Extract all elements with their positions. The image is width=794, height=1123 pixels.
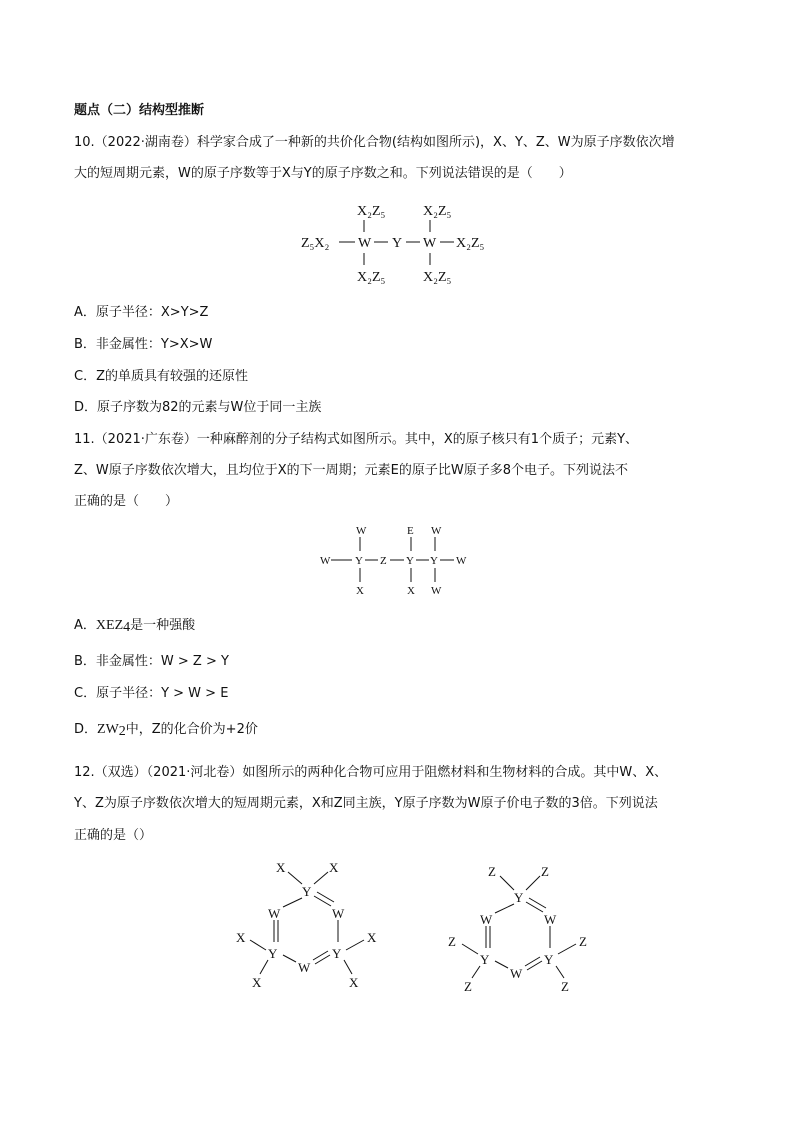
q11-option-a: A．$XEZ_4$是一种强酸	[74, 618, 196, 635]
q10-option-a: A．原子半径：X>Y>Z	[74, 305, 209, 320]
q12-ring1-substituent: X	[349, 975, 359, 990]
q12-ring1-substituent: X	[367, 930, 377, 945]
q11-atom: Z	[380, 555, 387, 567]
q12-ring1-atom-w: W	[332, 906, 345, 921]
q11-option-b: B．非金属性：W > Z > Y	[74, 654, 229, 669]
q11-atom: W	[431, 525, 442, 537]
q11-atom: W	[356, 525, 367, 537]
q12-ring2-atom-y: Y	[480, 952, 490, 967]
q10-stem-line2: 大的短周期元素，W的原子序数等于X与Y的原子序数之和。下列说法错误的是（ ）	[74, 166, 572, 181]
q12-ring1-substituent: X	[236, 930, 246, 945]
q11-atom: W	[320, 555, 331, 567]
q12-ring2-substituent: Z	[488, 864, 496, 879]
q10-group-bottom-right: X₂Z₅	[423, 270, 452, 285]
q10-option-b: B．非金属性：Y>X>W	[74, 337, 213, 352]
q11-atom: W	[456, 555, 467, 567]
q12-ring2-atom-w: W	[510, 966, 523, 981]
q12-ring1-atom-w: W	[298, 960, 311, 975]
q11-atom: Y	[406, 555, 414, 567]
q10-group-top-left: X₂Z₅	[357, 204, 386, 219]
q10-group-left: Z₅X₂	[301, 236, 330, 251]
q12-stem-line3: 正确的是（）	[74, 828, 153, 843]
q10-group-top-right: X₂Z₅	[423, 204, 452, 219]
q12-ring1-atom-y: Y	[268, 946, 278, 961]
q12-ring1-substituent: X	[329, 860, 339, 875]
q10-option-d: D．原子序数为82的元素与W位于同一主族	[74, 400, 322, 415]
q10-group-bottom-left: X₂Z₅	[357, 270, 386, 285]
q10-atom-y: Y	[392, 236, 403, 251]
q12-ring2-atom-y: Y	[544, 952, 554, 967]
q12-ring1-substituent: X	[252, 975, 262, 990]
q11-structure-diagram	[318, 522, 478, 598]
q11-option-d: D．$ZW_2$中，Z的化合价为+2价	[74, 722, 258, 739]
q12-stem-line1: 12.（双选）（2021·河北卷）如图所示的两种化合物可应用于阻燃材料和生物材料的合成。其中W、X、	[74, 765, 668, 780]
q10-stem-line1: 10.（2022·湖南卷）科学家合成了一种新的共价化合物(结构如图所示)，X、Y、Z、W为原子序数依次增	[74, 135, 675, 150]
q12-ring1-atom-y: Y	[332, 946, 342, 961]
q11-atom: Y	[355, 555, 363, 567]
q12-ring-diagram-2	[440, 858, 600, 998]
q12-ring2-atom-w: W	[544, 912, 557, 927]
q11-atom: Y	[430, 555, 438, 567]
q11-stem-line3: 正确的是（ ）	[74, 494, 179, 509]
q12-ring-diagram-1	[228, 852, 388, 992]
q11-option-c: C．原子半径：Y > W > E	[74, 686, 229, 701]
q12-stem-line2: Y、Z为原子序数依次增大的短周期元素，X和Z同主族，Y原子序数为W原子价电子数的3倍。下列说法	[74, 796, 658, 811]
q12-ring2-substituent: Z	[561, 979, 569, 994]
q10-structure-diagram	[295, 198, 505, 290]
q10-atom-w2: W	[423, 236, 437, 251]
q11-stem-line2: Z、W原子序数依次增大，且均位于X的下一周期；元素E的原子比W原子多8个电子。下列说法不	[74, 463, 629, 478]
q12-ring2-substituent: Z	[464, 979, 472, 994]
q12-ring2-substituent: Z	[579, 934, 587, 949]
q12-ring2-atom-w: W	[480, 912, 493, 927]
q12-ring2-substituent: Z	[448, 934, 456, 949]
q10-option-c: C．Z的单质具有较强的还原性	[74, 369, 248, 384]
q12-ring1-atom-w: W	[268, 906, 281, 921]
q11-atom: E	[407, 525, 414, 537]
q11-stem-line1: 11.（2021·广东卷）一种麻醉剂的分子结构式如图所示。其中，X的原子核只有1个质子；元素Y、	[74, 432, 639, 447]
q12-ring1-substituent: X	[276, 860, 286, 875]
q10-group-right: X₂Z₅	[456, 236, 485, 251]
q11-atom: X	[407, 585, 415, 597]
q12-ring1-atom-y: Y	[302, 884, 312, 899]
section-title: 题点（二）结构型推断	[74, 103, 205, 118]
q11-atom: X	[356, 585, 364, 597]
q11-atom: W	[431, 585, 442, 597]
q10-atom-w1: W	[358, 236, 372, 251]
q12-ring2-atom-y: Y	[514, 890, 524, 905]
q12-ring2-substituent: Z	[541, 864, 549, 879]
